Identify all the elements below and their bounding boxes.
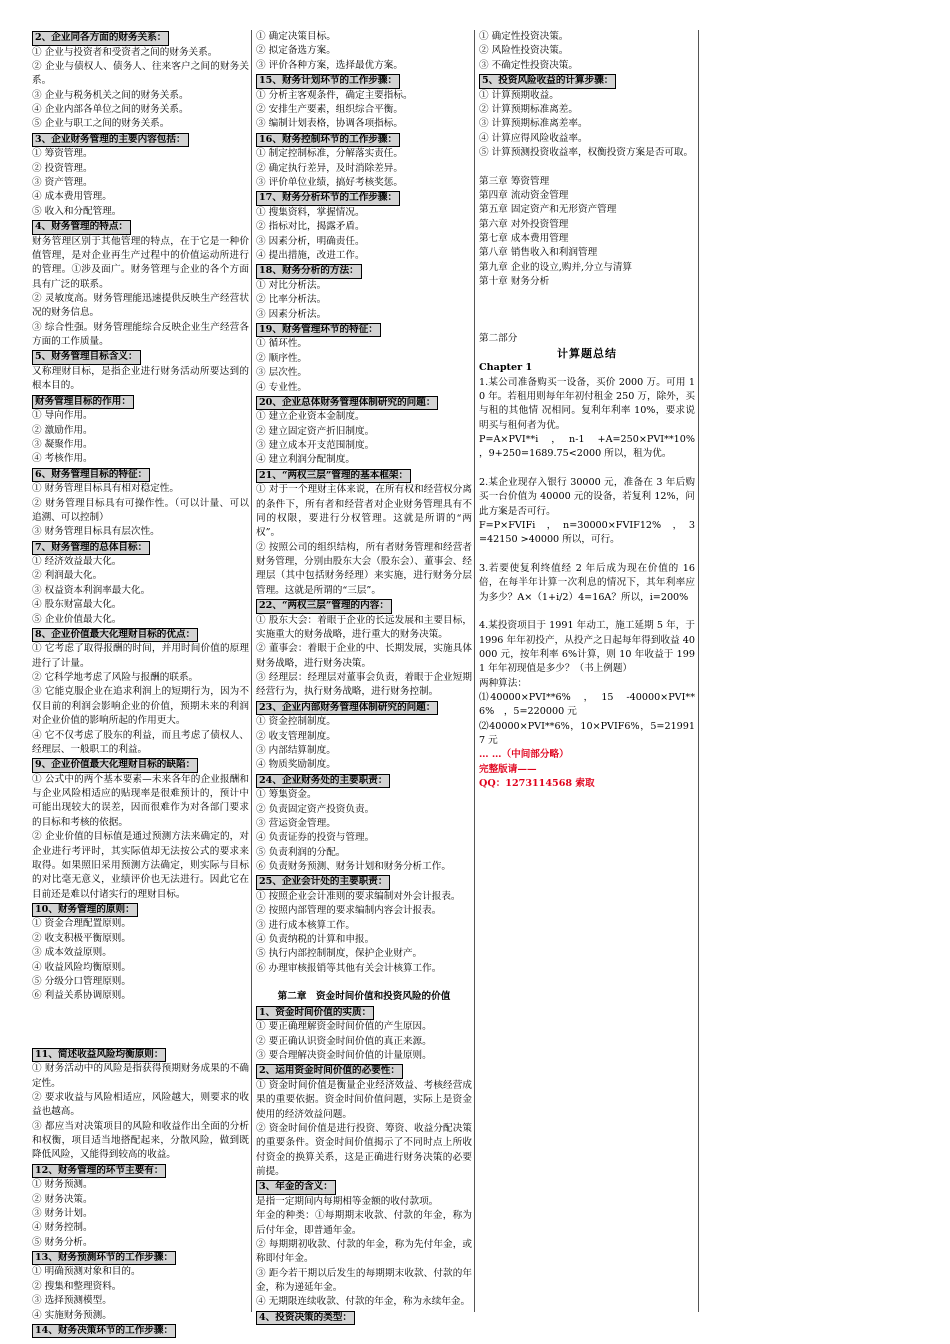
- text-line: 第八章 销售收入和利润管理: [479, 247, 598, 259]
- contact-note: QQ：1273114568 索取: [479, 778, 595, 790]
- column-divider: [698, 30, 699, 1312]
- text-line: ② 指标对比，揭露矛盾。: [256, 221, 365, 233]
- text-line: ③ 成本效益原则。: [32, 947, 112, 959]
- text-line: ⑤ 负责利润的分配。: [256, 846, 346, 858]
- blank-line: [479, 462, 695, 476]
- text-line: ① 资金合理配置原则。: [32, 918, 131, 930]
- text-line: ② 比率分析法。: [256, 294, 327, 306]
- text-line: ② 风险性投资决策。: [479, 45, 569, 57]
- text-line: ① 财务预测。: [32, 1179, 93, 1191]
- text-line: ⑤ 财务分析。: [32, 1236, 93, 1248]
- text-line: ① 计算预期收益。: [479, 89, 559, 101]
- text-line: ① 明确预测对象和目的。: [32, 1266, 141, 1278]
- text-line: ④ 计算应得风险收益率。: [479, 132, 588, 144]
- text-line: ③ 凝聚作用。: [32, 438, 93, 450]
- text-line: ④ 成本费用管理。: [32, 191, 112, 203]
- text-line: ② 要正确认识资金时间价值的真正来源。: [256, 1035, 432, 1047]
- section-heading: 9、企业价值最大化理财目标的缺陷：: [32, 758, 198, 773]
- text-line: ② 董事会：着眼于企业的中、长期发展，实施具体财务战略，进行财务决策。: [256, 643, 472, 669]
- text-line: ③ 都应当对决策项目的风险和收益作出全面的分析和权衡，项目适当地搭配起来，分散风险，做到既降低风险，又能得到较高的收益。: [32, 1120, 249, 1161]
- text-line: 3.若要使复利终值经 2 年后成为现在价值的 16 倍，在每半年计算一次利息的情况下，其年利率应为多少？A×（1+i/2）4=16A？所以，i=200%: [479, 562, 695, 603]
- text-line: ② 计算预期标准离差。: [479, 103, 578, 115]
- text-line: ① 搜集资料，掌握情况。: [256, 206, 365, 218]
- text-line: ② 搜集和整理资料。: [32, 1280, 122, 1292]
- section-heading: 18、财务分析的方法：: [256, 264, 362, 279]
- blank-line: [479, 605, 695, 619]
- text-line: ② 利润最大化。: [32, 570, 103, 582]
- text-line: ② 灵敏度高。财务管理能迅速提供反映生产经营状况的财务信息。: [32, 292, 249, 319]
- text-line: ① 资金时间价值是衡量企业经济效益、考核经营成果的重要依据。资金时间价值问题，实际上是资金使用的经济效益问题。: [256, 1080, 472, 1120]
- text-line: ② 收支管理制度。: [256, 730, 336, 742]
- text-line: ① 分析主客观条件，确定主要指标。: [256, 89, 413, 101]
- text-line: ① 对比分析法。: [256, 279, 327, 291]
- text-line: 4.某投资项目于 1991 年动工，施工延期 5 年，于 1996 年年初投产，从投产之日起每年得到收益 40000 元，按年利率 6%计算，则 10 年收益于 1991 年年初现值是多少？（书上例题）: [479, 620, 695, 675]
- text-line: ① 导向作用。: [32, 410, 93, 422]
- section-heading: 11、简述收益风险均衡原则：: [32, 1048, 166, 1063]
- text-line: ② 建立固定资产折旧制度。: [256, 425, 375, 437]
- text-line: ④ 无期限连续收款、付款的年金，称为永续年金。: [256, 1296, 471, 1308]
- blank-line: [32, 1004, 249, 1018]
- text-line: 第十章 财务分析: [479, 276, 550, 288]
- section-heading: 2、企业同各方面的财务关系：: [32, 31, 169, 46]
- section-heading: 1、资金时间价值的实质：: [256, 1006, 374, 1021]
- text-line: ③ 营运资金管理。: [256, 818, 336, 830]
- text-line: ④ 实施财务预测。: [32, 1309, 112, 1321]
- text-line: 第九章 企业的设立,购并,分立与清算: [479, 261, 633, 273]
- text-line: ③ 选择预测模型。: [32, 1295, 112, 1307]
- text-line: 第五章 固定资产和无形资产管理: [479, 204, 617, 216]
- text-line: ③ 计算预期标准离差率。: [479, 118, 588, 130]
- text-line: ③ 层次性。: [256, 367, 308, 379]
- section-heading: 24、企业财务处的主要职责：: [256, 774, 390, 789]
- text-line: ③ 建立成本开支范围制度。: [256, 440, 375, 452]
- text-line: ⑤ 分级分口管理原则。: [32, 975, 131, 987]
- column-divider: [474, 30, 475, 1312]
- text-line: ② 安排生产要素，组织综合平衡。: [256, 103, 403, 115]
- text-line: ③ 要合理解决资金时间价值的计量原则。: [256, 1050, 432, 1062]
- text-line: ③ 评价各种方案，选择最优方案。: [256, 59, 403, 71]
- text-line: ① 要正确理解资金时间价值的产生原因。: [256, 1021, 432, 1033]
- text-line: ④ 它不仅考虑了股东的利益，而且考虑了债权人、经理层、一般职工的利益。: [32, 729, 249, 755]
- section-heading: 25、企业会计处的主要职责：: [256, 875, 390, 890]
- section-heading: 21、“两权三层”管理的基本框架：: [256, 469, 411, 484]
- blank-line: [479, 318, 695, 332]
- text-line: ② 激励作用。: [32, 424, 93, 436]
- text-line: ③ 编制计划表格，协调各项指标。: [256, 118, 403, 130]
- text-line: ② 企业价值的目标值是通过预测方法来确定的，对企业进行考评时，其实际值却无法按公式的要求来取得。如果照旧采用预测方法确定，则实际与目标的对比毫无意义，业绩评价也无法进行。因此它在目前还是难以付诸实行的理财目标。: [32, 831, 249, 900]
- section-heading: 14、财务决策环节的工作步骤：: [32, 1324, 176, 1339]
- text-line: ① 筹集资金。: [256, 789, 317, 801]
- text-line: 财务管理区别于其他管理的特点，在于它是一种价值管理，是对企业再生产过程中的价值运动所进行的管理。①涉及面广。财务管理与企业的各个方面具有广泛的联系。: [32, 235, 249, 290]
- text-line: ② 负责固定资产投资负责。: [256, 803, 375, 815]
- text-line: ⑵40000×PVI**6%，10×PVIF6%，5=219917 元: [479, 720, 695, 747]
- text-line: ① 对于一个理财主体来说，在所有权和经营权分离的条件下，所有者和经营者对企业财务管理具有不同的权限，要进行分权管理。这就是所谓的“两权”。: [256, 484, 472, 539]
- text-line: ④ 收益风险均衡原则。: [32, 961, 131, 973]
- text-line: ② 要求收益与风险相适应，风险越大，则要求的收益也越高。: [32, 1091, 249, 1118]
- section-heading: 4、投资决策的类型：: [256, 1311, 355, 1326]
- text-line: 两种算法：: [479, 677, 527, 689]
- text-line: ③ 财务计划。: [32, 1207, 93, 1219]
- blank-line: [256, 976, 472, 990]
- text-line: ① 筹资管理。: [32, 148, 93, 160]
- section-heading: 4、财务管理的特点：: [32, 220, 131, 235]
- text-line: ② 确定执行差异，及时消除差异。: [256, 162, 403, 174]
- text-line: ① 按照企业会计准则的要求编制对外会计报表。: [256, 891, 461, 903]
- text-line: ③ 评价单位业绩，搞好考核奖惩。: [256, 176, 403, 188]
- text-line: ③ 不确定性投资决策。: [479, 59, 578, 71]
- text-line: ④ 考核作用。: [32, 453, 93, 465]
- text-line: ① 确定性投资决策。: [479, 31, 569, 42]
- text-line: ② 财务管理目标具有可操作性。（可以计量、可以追溯、可以控制）: [32, 497, 249, 523]
- text-line: 第六章 对外投资管理: [479, 218, 569, 230]
- text-line: ③ 进行成本核算工作。: [256, 919, 355, 931]
- section-heading: 5、财务管理目标含义：: [32, 350, 141, 365]
- section-heading: 2、运用资金时间价值的必要性：: [256, 1064, 403, 1079]
- text-line: ⑥ 办理审核报销等其他有关会计核算工作。: [256, 962, 442, 974]
- text-line: ⑥ 利益关系协调原则。: [32, 990, 131, 1002]
- section-heading: 3、年金的含义：: [256, 1180, 336, 1195]
- text-line: ③ 综合性强。财务管理能综合反映企业生产经营各方面的工作质量。: [32, 321, 249, 347]
- section-heading: 3、企业财务管理的主要内容包括：: [32, 133, 189, 148]
- column-divider: [251, 30, 252, 1312]
- text-line: ① 它考虑了取得报酬的时间，并用时间价值的原理进行了计量。: [32, 643, 249, 669]
- section-heading: 16、财务控制环节的工作步骤：: [256, 133, 400, 148]
- text-line: 第七章 成本费用管理: [479, 233, 569, 245]
- text-line: ④ 股东财富最大化。: [32, 599, 122, 611]
- text-line: ③ 它能克服企业在追求利润上的短期行为，因为不仅目前的利润会影响企业的价值，预期未来的利润对企业价值的影响所起的作用更大。: [32, 686, 249, 727]
- text-line: ⑥ 负责财务预测、财务计划和财务分析工作。: [256, 861, 451, 873]
- text-line: ② 每期期初收款、付款的年金，称为先付年金，或称即付年金。: [256, 1239, 472, 1265]
- column-middle: [256, 30, 472, 1325]
- text-line: ③ 财务管理目标具有层次性。: [32, 526, 160, 538]
- text-line: ① 经济效益最大化。: [32, 556, 122, 568]
- text-line: 第四章 流动资金管理: [479, 190, 569, 202]
- text-line: ② 资金时间价值是进行投资、筹资、收益分配决策的重要条件。资金时间价值揭示了不同时点上所收付资金的换算关系，这是正确进行财务决策的必要前提。: [256, 1123, 472, 1178]
- text-line: ⑤ 收入和分配管理。: [32, 205, 122, 217]
- text-line: ② 收支积极平衡原则。: [32, 932, 131, 944]
- text-line: ⑤ 计算预测投资收益率，权衡投资方案是否可取。: [479, 147, 694, 158]
- text-line: ⑤ 企业价值最大化。: [32, 613, 122, 625]
- section-heading: 财务管理目标的作用：: [32, 395, 134, 410]
- section-heading: 10、财务管理的原则：: [32, 903, 138, 918]
- text-line: ③ 内部结算制度。: [256, 745, 336, 757]
- section-heading: 12、财务管理的环节主要有：: [32, 1164, 166, 1179]
- column-right: [479, 30, 705, 791]
- blank-line: [32, 1018, 249, 1032]
- text-line: ④ 提出措施，改进工作。: [256, 249, 365, 261]
- text-line: 第三章 筹资管理: [479, 175, 550, 187]
- text-line: ④ 负责纳税的计算和申报。: [256, 934, 375, 946]
- text-line: ③ 资产管理。: [32, 176, 93, 188]
- text-line: ⑤ 企业与职工之间的财务关系。: [32, 118, 170, 130]
- section-heading: 7、财务管理的总体目标：: [32, 541, 150, 556]
- text-line: ④ 专业性。: [256, 381, 308, 393]
- text-line: ⑴40000×PVI**6% ， 15 -40000×PVI**6% ，5=220000 元: [479, 692, 695, 718]
- column-left: [32, 30, 249, 1338]
- text-line: ④ 负责证券的投资与管理。: [256, 832, 375, 844]
- text-line: ④ 建立利润分配制度。: [256, 454, 355, 466]
- text-line: ② 按照公司的组织结构，所有者财务管理和经营者财务管理，分别由股东大会（股东会）、董事会、经理层（其中包括财务经理）来实施，进行财务分层管理。这就是所谓的“三层”。: [256, 541, 472, 596]
- text-line: 2.某企业现存入银行 30000 元，准备在 3 年后购买一台价值为 40000 元的设备，若复利 12%，问此方案是否可行。: [479, 476, 695, 517]
- text-line: ① 资金控制制度。: [256, 716, 336, 728]
- text-line: ③ 权益资本利润率最大化。: [32, 584, 151, 596]
- chapter-label: Chapter 1: [479, 362, 533, 374]
- text-line: ④ 物质奖励制度。: [256, 759, 336, 771]
- text-line: ① 股东大会：着眼于企业的长远发展和主要目标，实施重大的财务战略，进行重大的财务决策。: [256, 614, 472, 641]
- text-line: ① 财务管理目标具有相对稳定性。: [32, 483, 179, 495]
- text-line: ① 确定决策目标。: [256, 31, 336, 42]
- text-line: ② 企业与债权人、债务人、往来客户之间的财务关系。: [32, 60, 249, 87]
- text-line: ① 循环性。: [256, 338, 308, 350]
- section-heading: 13、财务预测环节的工作步骤：: [32, 1251, 176, 1266]
- text-line: 1.某公司准备购买一设备，买价 2000 万。可用 10 年。若租用则每年年初付租金 250 万，除外，买与租的其他情 况相同。复利年利率 10%，要求说明买与租何者为优。: [479, 376, 695, 431]
- contact-note: 完整版请——: [479, 763, 537, 775]
- text-line: ① 建立企业资本金制度。: [256, 411, 365, 423]
- text-line: 是指一定期间内每期相等金额的收付款项。: [256, 1196, 439, 1207]
- text-line: ② 投资管理。: [32, 162, 93, 174]
- text-line: ② 拟定备选方案。: [256, 45, 336, 57]
- text-line: ③ 经理层：经理层对董事会负责，着眼于企业短期经营行为，执行财务战略，进行财务控制。: [256, 672, 472, 698]
- blank-line: [479, 304, 695, 318]
- text-line: P=A×PVI**i ， n-1 +A=250×PVI**10% ，9+250=1689.75<2000 所以，租为优。: [479, 433, 705, 460]
- section-heading: 17、财务分析环节的工作步骤：: [256, 191, 400, 206]
- section-heading: 22、“两权三层”管理的内容：: [256, 599, 392, 614]
- text-line: ① 财务活动中的风险是指获得预期财务成果的不确定性。: [32, 1063, 249, 1089]
- text-line: 年金的种类：①每期期末收款、付款的年金，称为后付年金，即普通年金。: [256, 1210, 472, 1236]
- text-line: ① 公式中的两个基本要素—未来各年的企业报酬和与企业风险相适应的贴现率是很难预计的，预计中可能出现较大的误差，因而很难作为对各部门要求的目标和考核的依据。: [32, 773, 249, 828]
- section-heading: 8、企业价值最大化理财目标的优点：: [32, 628, 198, 643]
- section-heading: 15、财务计划环节的工作步骤：: [256, 74, 400, 89]
- text-line: ② 它科学地考虑了风险与报酬的联系。: [32, 672, 199, 684]
- section-heading: 6、财务管理目标的特征：: [32, 468, 150, 483]
- text-line: ③ 距今若干期以后发生的每期期末收款、付款的年金，称为递延年金。: [256, 1267, 472, 1294]
- part-title: 计算题总结: [557, 346, 617, 360]
- chapter-title: 第二章 资金时间价值和投资风险的价值: [277, 991, 451, 1003]
- section-heading: 5、投资风险收益的计算步骤：: [479, 74, 616, 89]
- blank-line: [32, 1032, 249, 1046]
- text-line: ① 企业与投资者和受资者之间的财务关系。: [32, 46, 218, 58]
- text-line: ② 顺序性。: [256, 352, 308, 364]
- blank-line: [479, 548, 695, 562]
- text-line: ② 财务决策。: [32, 1193, 93, 1205]
- text-line: ② 按照内部管理的要求编制内容会计报表。: [256, 905, 442, 917]
- blank-line: [479, 160, 695, 174]
- section-heading: 19、财务管理环节的特征：: [256, 323, 381, 338]
- text-line: ④ 企业内部各单位之间的财务关系。: [32, 103, 189, 115]
- text-line: 又称理财目标，是指企业进行财务活动所要达到的根本目的。: [32, 365, 249, 392]
- text-line: ③ 因素分析，明确责任。: [256, 235, 365, 247]
- blank-line: [479, 289, 695, 303]
- text-line: ③ 企业与税务机关之间的财务关系。: [32, 89, 189, 101]
- text-line: F=P×FVIFi ， n=30000×FVIF12% ， 3=42150 >40000 所以，可行。: [479, 519, 695, 546]
- contact-note: … …（中间部分略）: [479, 749, 569, 761]
- text-line: ③ 因素分析法。: [256, 308, 327, 320]
- text-line: 第二部分: [479, 333, 518, 345]
- text-line: ④ 财务控制。: [32, 1222, 93, 1234]
- text-line: ⑤ 执行内部控制制度，保护企业财产。: [256, 948, 423, 960]
- section-heading: 20、企业总体财务管理体制研究的问题：: [256, 396, 438, 411]
- section-heading: 23、企业内部财务管理体制研究的问题：: [256, 701, 438, 716]
- text-line: ① 制定控制标准，分解落实责任。: [256, 148, 403, 160]
